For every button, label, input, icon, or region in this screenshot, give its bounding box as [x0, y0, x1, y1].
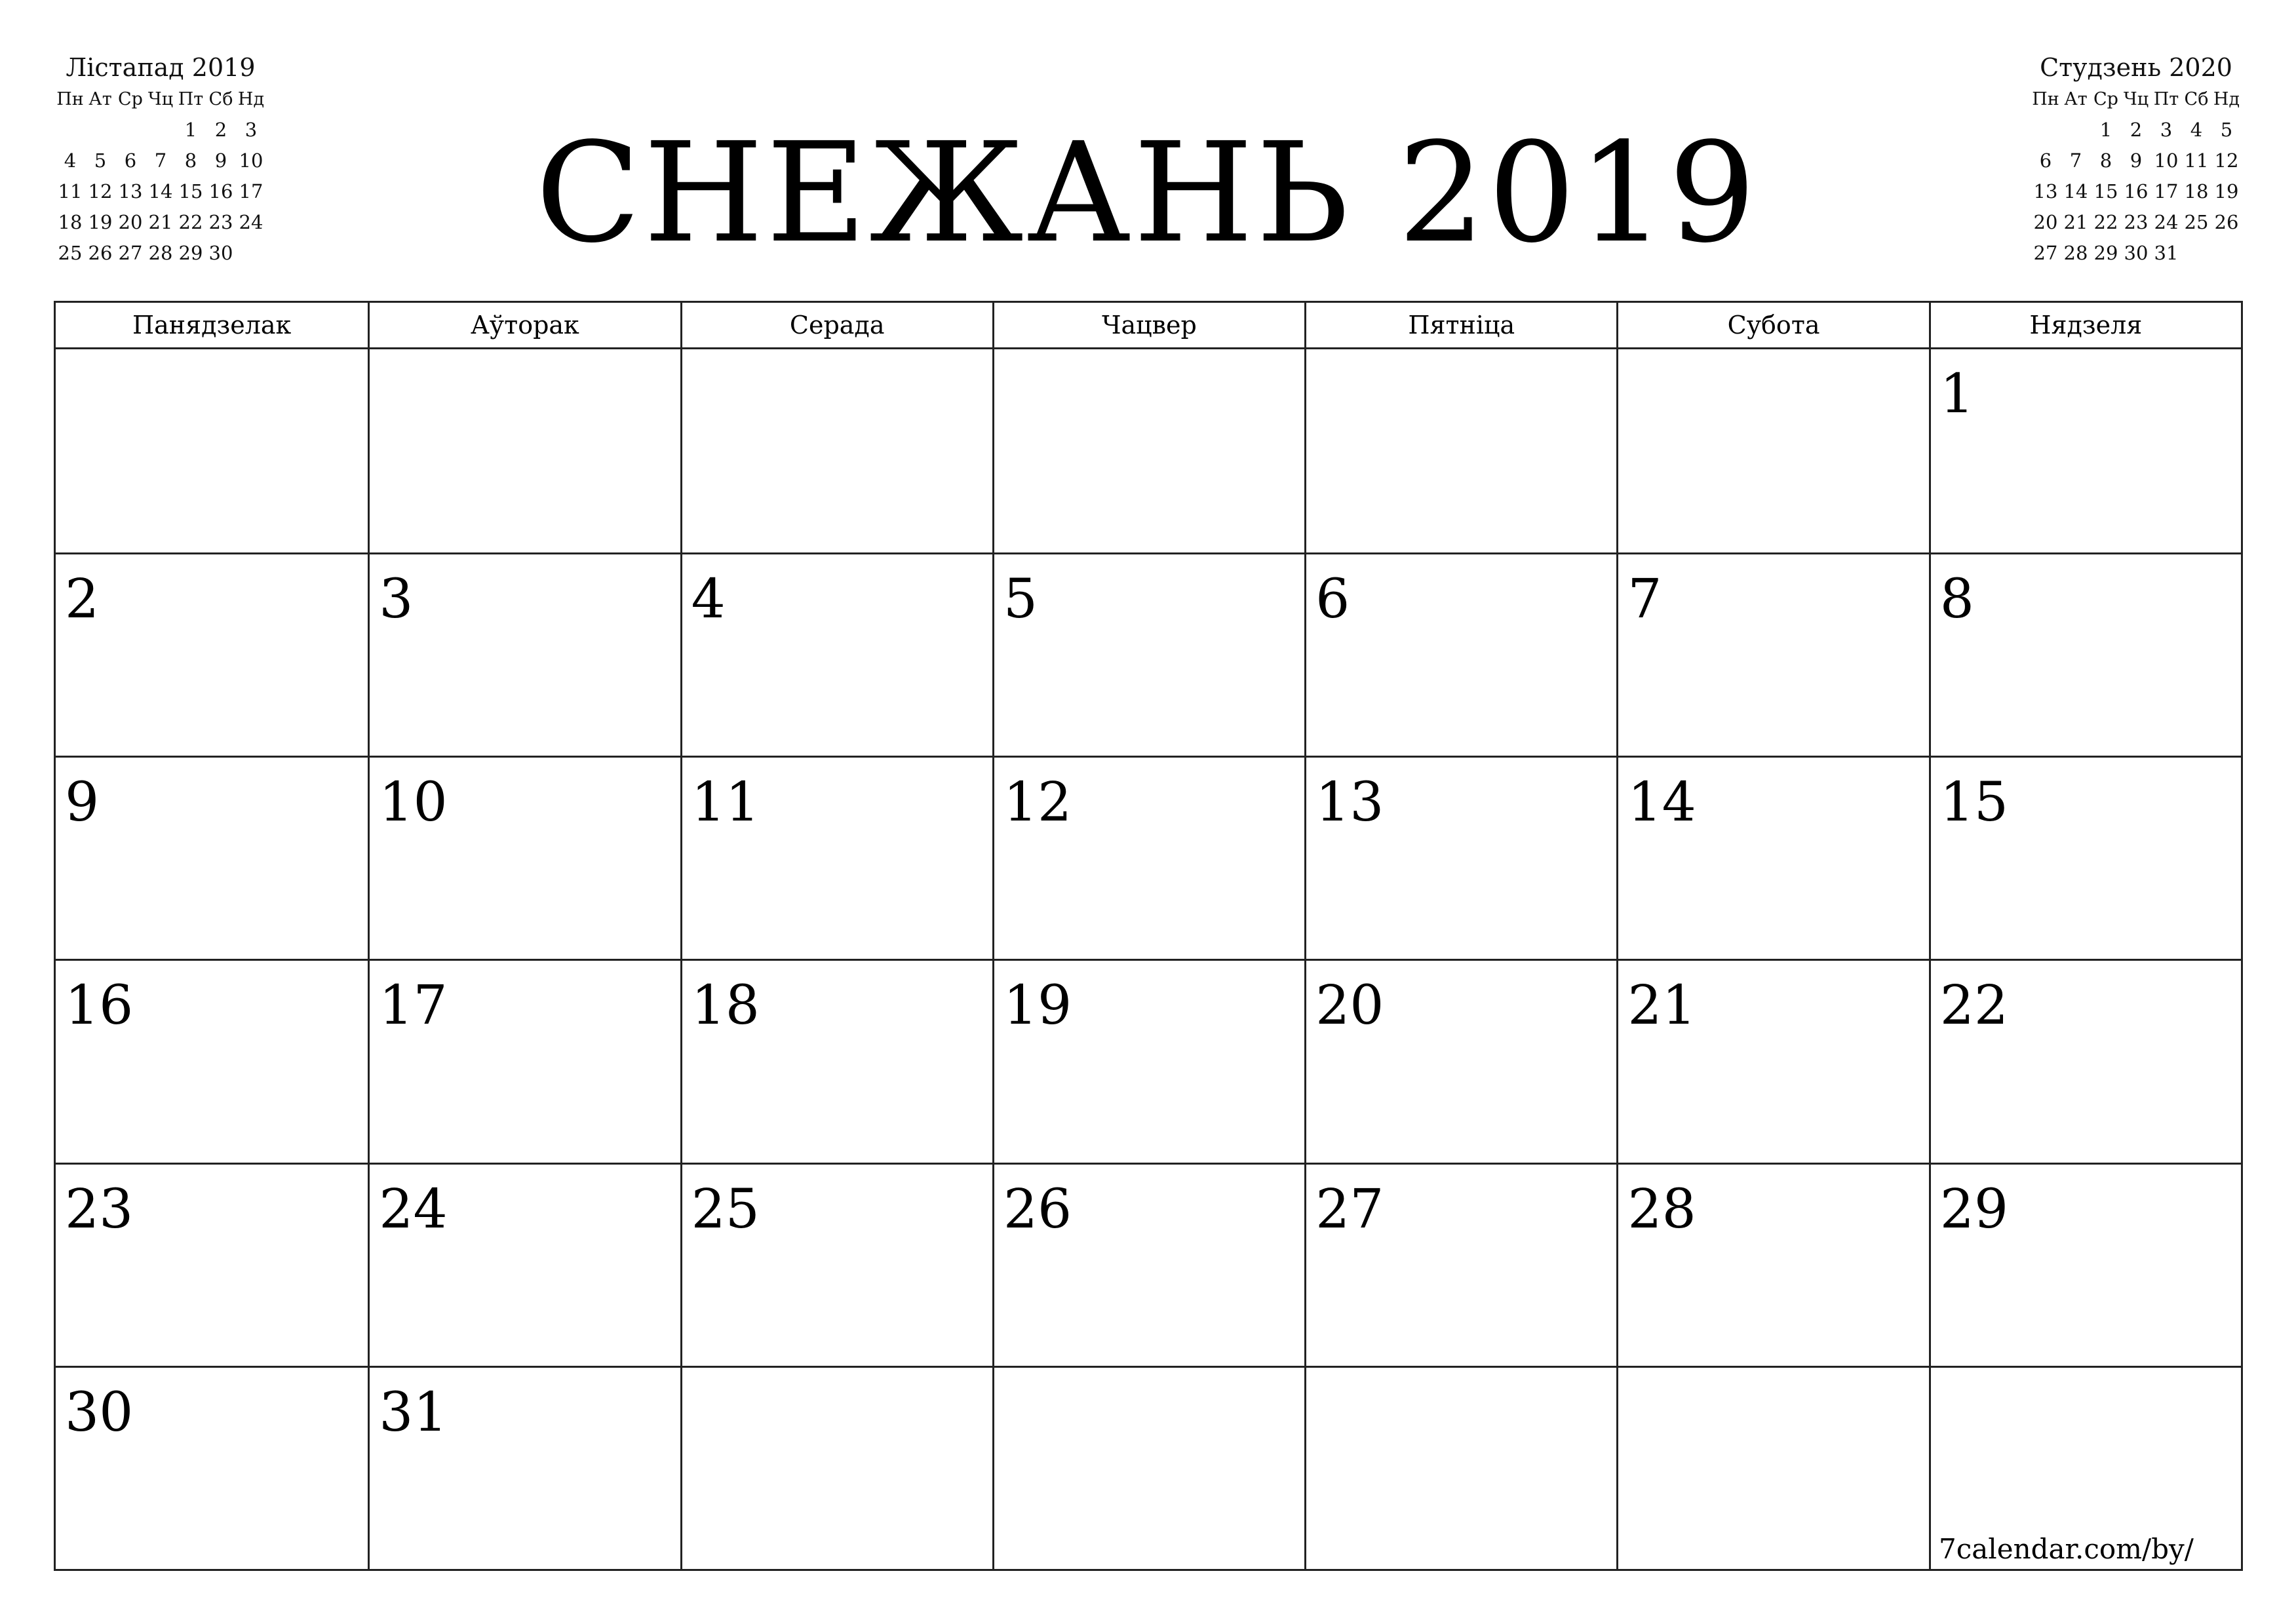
mini-day: 22 [178, 211, 203, 233]
mini-day: 4 [64, 149, 77, 172]
mini-weekday: Ат [88, 89, 112, 109]
day-cell [1304, 349, 1616, 552]
mini-weekday: Пт [2153, 89, 2179, 109]
day-number: 25 [691, 1178, 760, 1241]
mini-day: 25 [2184, 211, 2209, 233]
weekday-header-row [56, 303, 2241, 349]
day-cell [1616, 959, 1928, 1162]
mini-calendar-title: Студзень 2020 [2040, 53, 2232, 82]
mini-calendar-grid [2031, 84, 2242, 269]
day-cell [1929, 1163, 2241, 1366]
mini-weekday: Нд [237, 89, 265, 109]
day-cell [992, 959, 1304, 1162]
mini-day: 21 [2063, 211, 2088, 233]
mini-day: 12 [2214, 149, 2239, 172]
mini-day: 13 [2033, 180, 2058, 203]
mini-day: 15 [178, 180, 203, 203]
mini-day: 19 [88, 211, 113, 233]
mini-day: 16 [2124, 180, 2149, 203]
mini-day: 16 [208, 180, 233, 203]
day-cell [56, 349, 368, 552]
day-cell [56, 1163, 368, 1366]
day-number: 15 [1939, 771, 2009, 834]
weekday-header: Нядзеля [1929, 303, 2241, 347]
mini-weekday: Сб [208, 89, 233, 109]
mini-day: 17 [2154, 180, 2179, 203]
weekday-header: Аўторак [368, 303, 680, 347]
day-number: 4 [691, 568, 726, 631]
mini-day: 23 [208, 211, 233, 233]
mini-day: 2 [2130, 119, 2143, 141]
mini-day: 27 [118, 242, 143, 264]
day-cell [56, 756, 368, 959]
weekday-header: Пятніца [1304, 303, 1616, 347]
day-number: 16 [65, 975, 134, 1037]
mini-day: 23 [2124, 211, 2149, 233]
day-cell [680, 756, 992, 959]
mini-day: 9 [2130, 149, 2143, 172]
mini-day: 26 [2214, 211, 2239, 233]
mini-day: 5 [94, 149, 107, 172]
day-cell [1929, 552, 2241, 756]
day-cell [368, 756, 680, 959]
day-cell [1929, 756, 2241, 959]
day-cell [992, 552, 1304, 756]
mini-day: 10 [239, 149, 263, 172]
mini-day: 3 [244, 119, 258, 141]
day-number: 26 [1003, 1178, 1072, 1241]
day-cell [992, 1163, 1304, 1366]
mini-day: 28 [2063, 242, 2088, 264]
day-number: 11 [691, 771, 760, 834]
day-cell [680, 1163, 992, 1366]
day-cell [368, 1366, 680, 1569]
day-cell [680, 552, 992, 756]
mini-day: 7 [2069, 149, 2082, 172]
day-cell [1304, 756, 1616, 959]
mini-day [55, 115, 85, 145]
day-number: 9 [65, 771, 100, 834]
mini-day: 12 [88, 180, 113, 203]
mini-day: 7 [154, 149, 167, 172]
mini-day: 18 [2184, 180, 2209, 203]
mini-day [146, 115, 176, 145]
mini-day: 1 [184, 119, 197, 141]
day-cell [368, 1163, 680, 1366]
mini-day: 9 [214, 149, 227, 172]
day-number: 1 [1939, 363, 1974, 425]
day-number: 5 [1003, 568, 1038, 631]
mini-day [115, 115, 146, 145]
mini-day [85, 115, 115, 145]
mini-day: 6 [2039, 149, 2052, 172]
mini-weekday: Пн [2032, 89, 2059, 109]
mini-day: 30 [2124, 242, 2149, 264]
mini-day: 11 [58, 180, 83, 203]
mini-day [2031, 115, 2061, 145]
day-number: 14 [1627, 771, 1696, 834]
day-cell [680, 959, 992, 1162]
day-number: 21 [1627, 975, 1696, 1037]
mini-day: 29 [178, 242, 203, 264]
day-cell [1304, 959, 1616, 1162]
mini-day: 22 [2093, 211, 2118, 233]
day-number: 27 [1315, 1178, 1384, 1241]
day-number: 30 [65, 1381, 134, 1444]
mini-weekday: Ср [2093, 89, 2118, 109]
mini-weekday: Пт [178, 89, 204, 109]
day-number: 24 [379, 1178, 448, 1241]
mini-day: 8 [184, 149, 197, 172]
mini-weekday: Нд [2213, 89, 2240, 109]
mini-day: 26 [88, 242, 113, 264]
day-cell [368, 959, 680, 1162]
mini-day: 17 [239, 180, 263, 203]
day-cell [992, 756, 1304, 959]
day-cell [1929, 959, 2241, 1162]
day-cell [1616, 1163, 1928, 1366]
day-number: 12 [1003, 771, 1072, 834]
mini-day: 18 [58, 211, 83, 233]
weekday-header: Панядзелак [132, 311, 292, 339]
day-cell [56, 1366, 368, 1569]
mini-day: 11 [2184, 149, 2209, 172]
day-number: 28 [1627, 1178, 1696, 1241]
mini-day: 14 [2063, 180, 2088, 203]
day-cell [368, 349, 680, 552]
mini-day: 2 [214, 119, 227, 141]
day-number: 18 [691, 975, 760, 1037]
mini-day: 31 [2154, 242, 2179, 264]
day-cell [1616, 349, 1928, 552]
mini-day: 28 [148, 242, 173, 264]
day-cell [1304, 1366, 1616, 1569]
mini-weekday: Пн [56, 89, 84, 109]
day-number: 19 [1003, 975, 1072, 1037]
mini-day: 21 [148, 211, 173, 233]
mini-weekday: Чц [147, 89, 174, 109]
mini-calendar-grid [55, 84, 266, 269]
weeks-grid [56, 349, 2241, 1569]
mini-day: 27 [2033, 242, 2058, 264]
day-cell [992, 349, 1304, 552]
weekday-header: Серада [680, 303, 992, 347]
mini-day: 15 [2093, 180, 2118, 203]
day-number: 3 [379, 568, 414, 631]
day-number: 23 [65, 1178, 134, 1241]
day-number: 13 [1315, 771, 1384, 834]
day-cell [1304, 552, 1616, 756]
mini-calendar-title: Лістапад 2019 [66, 53, 256, 82]
day-cell [56, 959, 368, 1162]
day-number: 20 [1315, 975, 1384, 1037]
day-cell [680, 349, 992, 552]
mini-day [2211, 238, 2242, 269]
mini-weekday: Ср [118, 89, 143, 109]
mini-day: 29 [2093, 242, 2118, 264]
mini-calendar-next-month [2031, 51, 2242, 269]
mini-weekday: Чц [2123, 89, 2149, 109]
mini-day: 8 [2099, 149, 2112, 172]
day-number: 8 [1939, 568, 1974, 631]
source-url: 7calendar.com/by/ [1939, 1533, 2194, 1565]
mini-day: 24 [2154, 211, 2179, 233]
mini-calendar-prev-month [55, 51, 266, 269]
day-number: 31 [379, 1381, 448, 1444]
weekday-header: Субота [1616, 303, 1928, 347]
page-title: СНЕЖАНЬ 2019 [535, 113, 1759, 273]
mini-day [236, 238, 266, 269]
mini-day: 14 [148, 180, 173, 203]
mini-day: 20 [2033, 211, 2058, 233]
mini-day [2061, 115, 2091, 145]
day-cell [680, 1366, 992, 1569]
month-grid [54, 301, 2243, 1571]
mini-day: 25 [58, 242, 83, 264]
day-cell [1304, 1163, 1616, 1366]
day-number: 29 [1939, 1178, 2009, 1241]
day-cell [1616, 1366, 1928, 1569]
day-cell [368, 552, 680, 756]
mini-day [2181, 238, 2211, 269]
mini-day: 19 [2214, 180, 2239, 203]
day-number: 22 [1939, 975, 2009, 1037]
mini-day: 3 [2160, 119, 2173, 141]
day-cell [992, 1366, 1304, 1569]
mini-day: 13 [118, 180, 143, 203]
mini-day: 6 [124, 149, 137, 172]
mini-day: 1 [2099, 119, 2112, 141]
mini-day: 4 [2190, 119, 2203, 141]
day-number: 6 [1315, 568, 1350, 631]
day-cell [1929, 349, 2241, 552]
mini-day: 30 [208, 242, 233, 264]
mini-day: 20 [118, 211, 143, 233]
mini-day: 24 [239, 211, 263, 233]
day-number: 7 [1627, 568, 1662, 631]
mini-weekday: Сб [2184, 89, 2209, 109]
day-cell [1616, 756, 1928, 959]
day-cell [56, 552, 368, 756]
mini-day: 10 [2154, 149, 2179, 172]
day-cell [1616, 552, 1928, 756]
day-number: 2 [65, 568, 100, 631]
mini-day: 5 [2220, 119, 2233, 141]
day-number: 10 [379, 771, 448, 834]
day-number: 17 [379, 975, 448, 1037]
mini-weekday: Ат [2064, 89, 2088, 109]
weekday-header: Чацвер [992, 303, 1304, 347]
